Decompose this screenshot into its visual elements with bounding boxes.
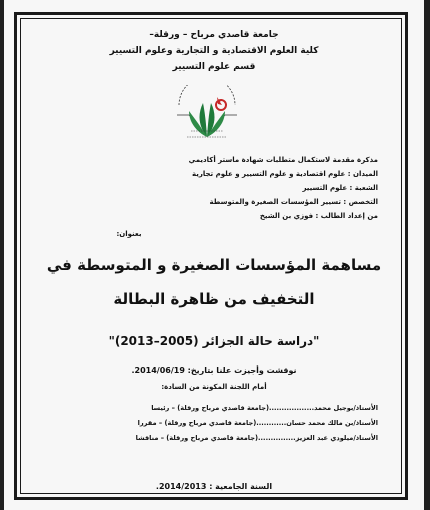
department-name: قسم علوم التسيير (172, 62, 256, 72)
committee-label: أمام اللجنة المكونة من السادة: (161, 383, 267, 391)
memo-statement: مذكرة مقدمة لاستكمال متطلبات شهادة ماستر أكاديمي (188, 156, 378, 164)
committee-member: الأستاذ/بوجيل محمد..................(جامعة قاصدي مرباح ورقلة) – رئيسا (151, 404, 378, 412)
specialty-line: التخصص : تسيير المؤسسات الصغيرة والمتوسطة (209, 198, 378, 206)
cover-page (4, 0, 424, 510)
author-line: من إعداد الطالب : فوزي بن الشيخ (259, 212, 378, 220)
thesis-title-line-2: التخفيف من ظاهرة البطالة (113, 290, 315, 308)
academic-year: السنة الجامعية : 2014/2013. (155, 482, 273, 491)
university-name: جامعة قاصدي مرباح – ورقلة– (149, 30, 279, 40)
committee-member: الأستاذ/ميلودي عبد العزيز...............(جامعة قاصدي مرباح ورقلة) – مناقشا (135, 434, 378, 442)
university-emblem-icon (169, 85, 245, 145)
thesis-title-line-1: مساهمة المؤسسات الصغيرة و المتوسطة في (46, 256, 382, 274)
defense-date: نوقشت وأجيزت علنا بتاريخ: 2014/06/19. (131, 366, 297, 375)
title-label: بعنوان: (116, 230, 142, 238)
committee-member: الأستاذ/بن مالك محمد حسان............(جامعة قاصدي مرباح ورقلة) – مقررا (137, 419, 378, 427)
branch-line: الشعبة : علوم التسيير (302, 184, 378, 192)
faculty-name: كلية العلوم الاقتصادية و التجارية وعلوم التسيير (109, 46, 319, 56)
field-line: الميدان : علوم اقتصادية و علوم التسيير و علوم تجارية (191, 170, 378, 178)
case-study-subtitle: "دراسة حالة الجزائر (2005–2013)" (108, 334, 320, 348)
